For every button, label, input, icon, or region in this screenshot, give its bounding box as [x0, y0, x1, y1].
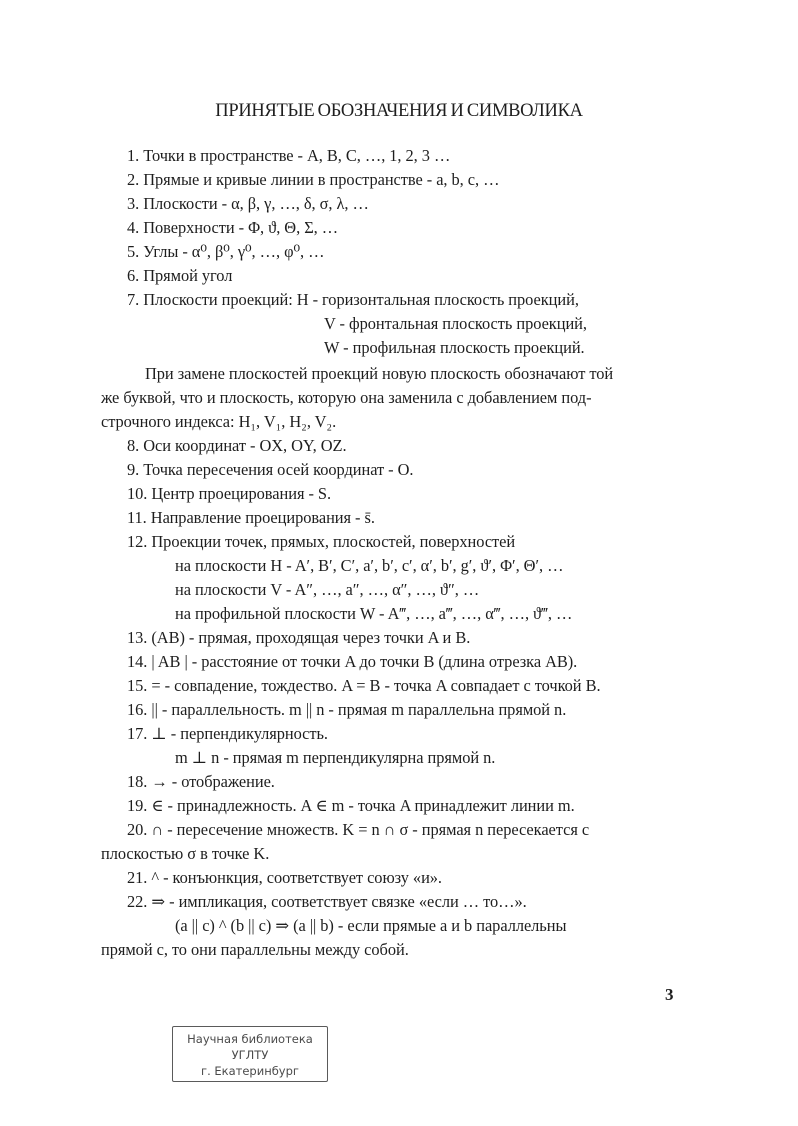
list-subitem: на плоскости V - A″, …, a″, …, α″, …, ϑ″, …: [175, 580, 480, 599]
list-item: V - фронтальная плоскость проекций,: [324, 314, 587, 333]
list-item: 14. | AB | - расстояние от точки A до точки B (длина отрезка AB).: [127, 652, 578, 671]
list-item: 5. Углы - α⁰, β⁰, γ⁰, …, φ⁰, …: [127, 242, 325, 261]
paragraph-line: строчного индекса: H₁, V₁, H₂, V₂.: [101, 412, 337, 431]
paragraph-line: же буквой, что и плоскость, которую она заменила с добавлением под-: [101, 388, 592, 407]
stamp-line: г. Екатеринбург: [201, 1064, 299, 1078]
list-item: 22. ⇒ - импликация, соответствует связке «если … то…».: [127, 892, 527, 911]
list-item: 18. → - отображение.: [127, 772, 275, 791]
list-item: 16. || - параллельность. m || n - прямая m параллельна прямой n.: [127, 700, 567, 719]
example-line: (a || c) ^ (b || c) ⇒ (a || b) - если прямые a и b параллельны: [175, 916, 567, 935]
example-line: прямой c, то они параллельны между собой.: [101, 940, 409, 959]
list-item: 10. Центр проецирования - S.: [127, 484, 332, 503]
list-item: 1. Точки в пространстве - A, B, C, …, 1, 2, 3 …: [127, 146, 451, 165]
stamp-line: Научная библиотека: [187, 1032, 313, 1046]
list-item: 8. Оси координат - OX, OY, OZ.: [127, 436, 347, 455]
list-subitem: на плоскости H - A′, B′, C′, a′, b′, c′, α′, b′, g′, ϑ′, Φ′, Θ′, …: [175, 556, 564, 575]
list-subitem: на профильной плоскости W - A‴, …, a‴, …, α‴, …, ϑ‴, …: [175, 604, 573, 623]
list-item: 13. (AB) - прямая, проходящая через точки A и B.: [127, 628, 471, 647]
list-item: 4. Поверхности - Φ, ϑ, Θ, Σ, …: [127, 218, 339, 237]
list-item: 15. = - совпадение, тождество. A = B - точка A совпадает с точкой B.: [127, 676, 601, 695]
list-item: 11. Направление проецирования - s̄.: [127, 508, 375, 527]
list-item: 2. Прямые и кривые линии в пространстве - a, b, c, …: [127, 170, 500, 189]
page-number: 3: [665, 985, 674, 1004]
list-item-continuation: плоскостью σ в точке K.: [101, 844, 270, 863]
list-item: 20. ∩ - пересечение множеств. K = n ∩ σ - прямая n пересекается с: [127, 820, 590, 839]
list-item: 12. Проекции точек, прямых, плоскостей, поверхностей: [127, 532, 516, 551]
list-item: 3. Плоскости - α, β, γ, …, δ, σ, λ, …: [127, 194, 369, 213]
list-item: W - профильная плоскость проекций.: [324, 338, 585, 357]
paragraph-line: При замене плоскостей проекций новую плоскость обозначают той: [145, 364, 614, 383]
list-item: 7. Плоскости проекций: H - горизонтальная плоскость проекций,: [127, 290, 579, 309]
list-subitem: m ⊥ n - прямая m перпендикулярна прямой n.: [175, 748, 496, 767]
list-item: 17. ⊥ - перпендикулярность.: [127, 724, 328, 743]
list-item: 6. Прямой угол: [127, 266, 233, 285]
list-item: 21. ^ - конъюнкция, соответствует союзу «и».: [127, 868, 442, 887]
page-title: ПРИНЯТЫЕ ОБОЗНАЧЕНИЯ И СИМВОЛИКА: [215, 101, 583, 121]
list-item: 19. ∈ - принадлежность. A ∈ m - точка A принадлежит линии m.: [127, 796, 575, 815]
stamp-line: УГЛТУ: [231, 1048, 269, 1062]
list-item: 9. Точка пересечения осей координат - O.: [127, 460, 414, 479]
library-stamp: [172, 1026, 328, 1082]
